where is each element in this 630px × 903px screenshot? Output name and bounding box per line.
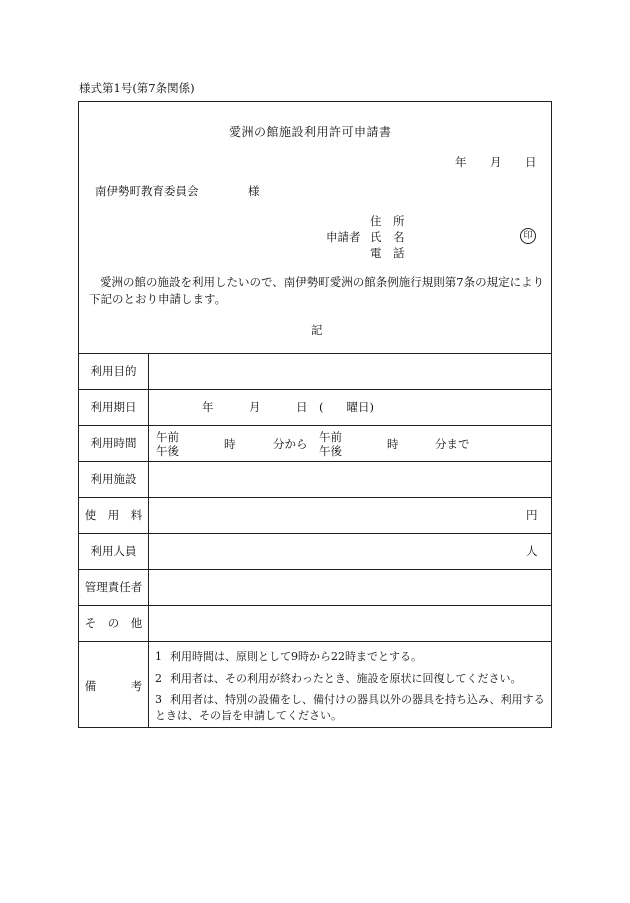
form-caption: 様式第1号(第7条関係) <box>79 81 195 95</box>
label-purpose: 利用目的 <box>90 364 137 378</box>
name-label: 氏 名 <box>370 230 405 244</box>
application-form <box>78 101 552 728</box>
note-number: 2 <box>155 672 162 685</box>
note-text: 利用時間は、原則として9時から22時までとする。 <box>170 650 422 663</box>
time-start-hour-label: 時 <box>224 437 236 451</box>
date-year-label: 年 <box>455 155 467 169</box>
row-divider <box>79 425 551 426</box>
address-label: 住 所 <box>370 214 405 228</box>
period-weekday-label: ( 曜日) <box>319 400 374 414</box>
remark-note-1 <box>155 649 549 665</box>
label-other: そ の 他 <box>84 616 143 630</box>
application-statement: 愛洲の館の施設を利用したいので、南伊勢町愛洲の館条例施行規則第7条の規定により下記のとおり申請します。 <box>89 275 545 306</box>
date-month-label: 月 <box>490 155 502 169</box>
honorific: 様 <box>248 184 260 198</box>
applicant-label: 申請者 <box>326 230 361 244</box>
label-people: 利用人員 <box>90 544 137 558</box>
column-divider <box>148 353 149 728</box>
period-day-label: 日 <box>296 400 308 414</box>
form-title: 愛洲の館施設利用許可申請書 <box>229 125 392 139</box>
note-number: 3 <box>155 693 162 706</box>
row-divider <box>79 605 551 606</box>
period-year-label: 年 <box>202 400 214 414</box>
seal-mark: 印 <box>520 228 536 244</box>
row-divider <box>79 533 551 534</box>
note-text: 利用者は、その利用が終わったとき、施設を原状に回復してください。 <box>170 672 522 685</box>
remark-note-2 <box>155 671 549 687</box>
date-day-label: 日 <box>525 155 537 169</box>
time-from-label: 分から <box>273 437 308 451</box>
time-start-am: 午前 <box>156 430 179 444</box>
row-divider <box>79 497 551 498</box>
row-divider <box>79 569 551 570</box>
note-text: 利用者は、特別の設備をし、備付けの器具以外の器具を持ち込み、利用するときは、その旨を申請してください。 <box>155 693 545 722</box>
row-divider <box>79 389 551 390</box>
row-divider <box>79 641 551 642</box>
period-month-label: 月 <box>249 400 261 414</box>
ki-marker: 記 <box>311 323 323 337</box>
label-fee: 使 用 料 <box>84 508 143 522</box>
time-start-pm: 午後 <box>156 444 179 458</box>
note-number: 1 <box>155 650 162 663</box>
phone-label: 電 話 <box>370 246 405 260</box>
addressee: 南伊勢町教育委員会 <box>95 184 199 198</box>
label-remarks: 備 考 <box>84 679 143 693</box>
remark-note-3 <box>155 692 549 724</box>
label-facility: 利用施設 <box>90 472 137 486</box>
row-divider <box>79 461 551 462</box>
time-end-pm: 午後 <box>319 444 342 458</box>
label-period: 利用期日 <box>90 400 137 414</box>
time-until-label: 分まで <box>435 437 470 451</box>
fee-unit: 円 <box>526 508 538 522</box>
label-manager: 管理責任者 <box>84 580 143 594</box>
label-time: 利用時間 <box>90 436 137 450</box>
time-end-hour-label: 時 <box>387 437 399 451</box>
people-unit: 人 <box>526 544 538 558</box>
row-divider <box>79 353 551 354</box>
time-end-am: 午前 <box>319 430 342 444</box>
